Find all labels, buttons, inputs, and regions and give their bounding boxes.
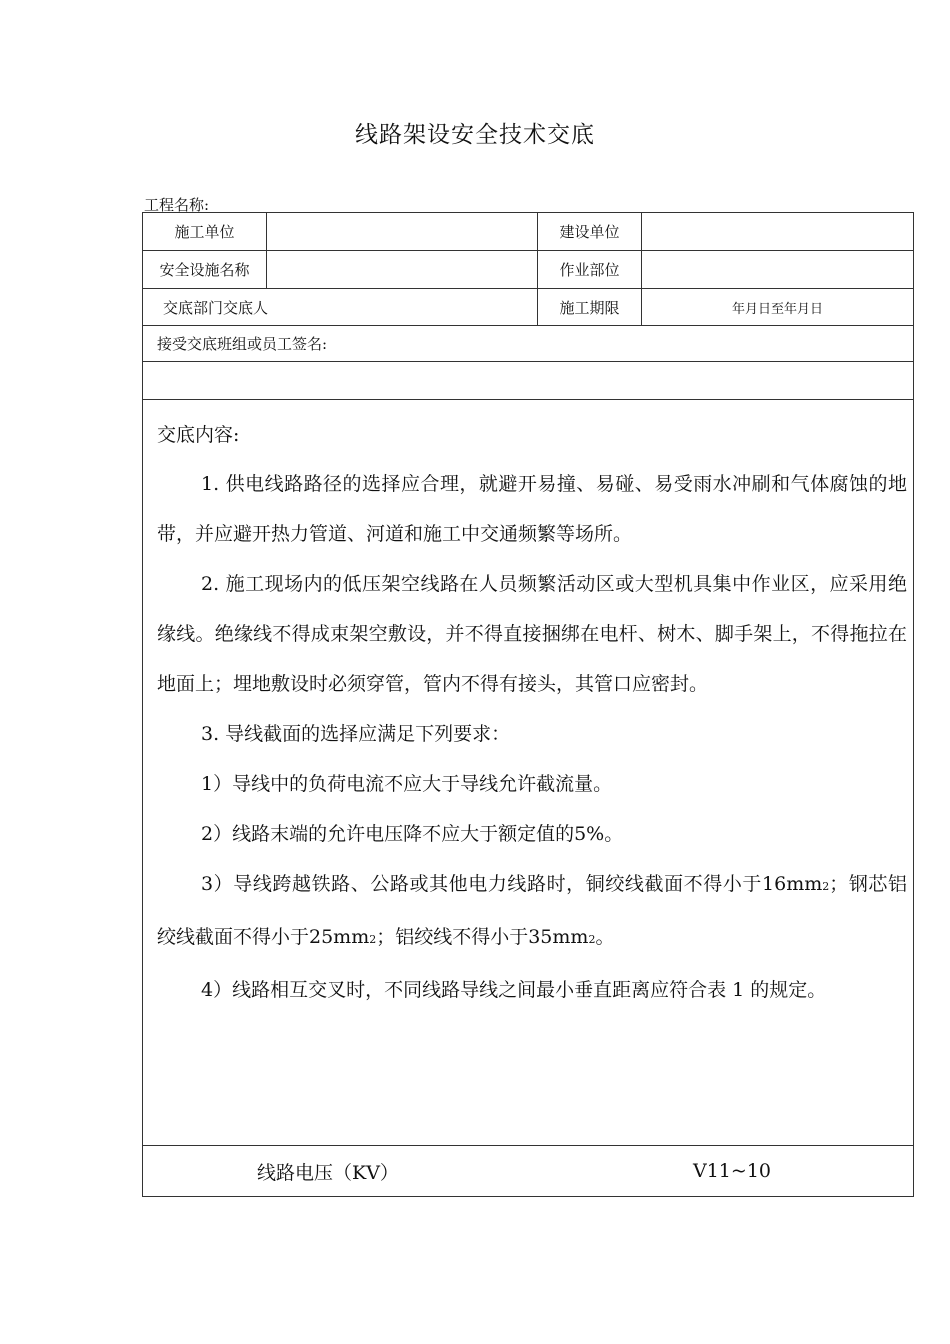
content-paragraph	[157, 859, 907, 965]
table-row	[143, 213, 913, 251]
content-paragraph: 3. 导线截面的选择应满足下列要求：	[201, 723, 511, 745]
content-paragraph: 4）线路相互交叉时，不同线路导线之间最小垂直距离应符合表 1 的规定。	[201, 979, 827, 1001]
construction-unit-value[interactable]	[267, 213, 538, 250]
content-text: ；钢芯铝绞线截面不得小于25mm	[157, 873, 907, 948]
content-text: ；铝绞线不得小于35mm	[376, 926, 589, 948]
disclosure-table	[142, 212, 914, 1197]
voltage-row	[143, 1146, 913, 1196]
work-location-value[interactable]	[642, 251, 913, 288]
content-paragraph: 2）线路末端的允许电压降不应大于额定值的5%。	[201, 823, 624, 845]
content-text: 3）导线跨越铁路、公路或其他电力线路时，铜绞线截面不得小于16mm	[201, 873, 823, 895]
signature-field[interactable]	[143, 362, 913, 399]
content-paragraph: 2. 施工现场内的低压架空线路在人员频繁活动区或大型机具集中作业区，应采用绝缘线。绝缘线不得成束架空敷设，并不得直接捆绑在电杆、树木、脚手架上，不得拖拉在地面上；埋地敷设时必须穿管，管内不得有接头，其管口应密封。	[157, 573, 907, 695]
disclosure-content	[143, 400, 913, 1146]
table-row	[143, 251, 913, 289]
facility-name-label: 安全设施名称	[143, 251, 267, 288]
content-text: 。	[595, 926, 615, 948]
document-title: 线路架设安全技术交底	[355, 122, 595, 148]
table-row	[143, 326, 913, 362]
content-heading: 交底内容:	[157, 424, 240, 446]
subscript-2: 2	[822, 880, 830, 893]
voltage-label: 线路电压（KV）	[257, 1161, 399, 1184]
subscript-2: 2	[369, 933, 377, 946]
project-name-label: 工程名称:	[144, 196, 210, 214]
voltage-value: V11~10	[693, 1160, 771, 1182]
construction-period-label: 施工期限	[538, 289, 642, 325]
owner-unit-label: 建设单位	[538, 213, 642, 250]
construction-unit-label: 施工单位	[143, 213, 267, 250]
construction-period-value: 年月日至年月日	[731, 301, 823, 317]
table-row	[143, 362, 913, 400]
table-row	[143, 289, 913, 326]
discloser-label: 交底部门交底人	[143, 289, 538, 325]
content-paragraph: 1. 供电线路路径的选择应合理，就避开易撞、易碰、易受雨水冲刷和气体腐蚀的地带，并应避开热力管道、河道和施工中交通频繁等场所。	[157, 473, 907, 545]
signature-label: 接受交底班组或员工签名:	[157, 335, 328, 353]
subscript-2: 2	[588, 933, 596, 946]
content-paragraph: 1）导线中的负荷电流不应大于导线允许截流量。	[201, 773, 613, 795]
owner-unit-value[interactable]	[642, 213, 913, 250]
work-location-label: 作业部位	[538, 251, 642, 288]
facility-name-value[interactable]	[267, 251, 538, 288]
